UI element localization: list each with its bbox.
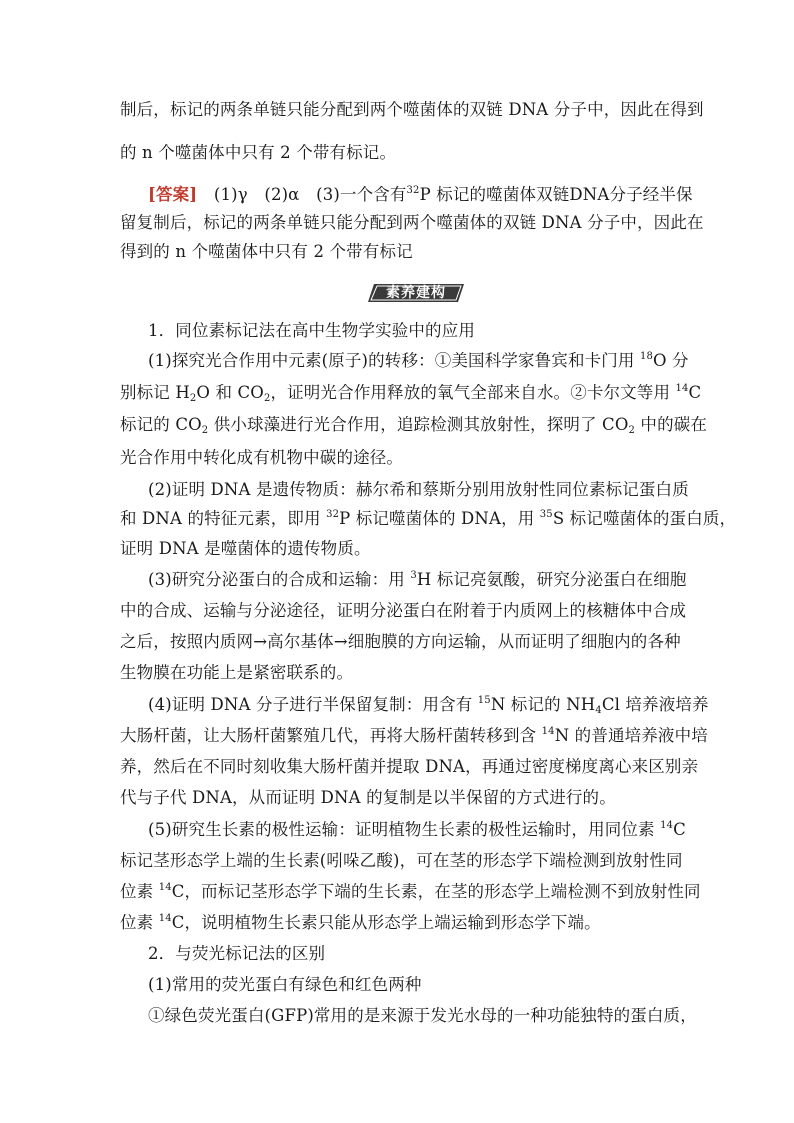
text-line: (1)探究光合作用中元素(原子)的转移：①美国科学家鲁宾和卡门用 $^{18}$O 分 [148,351,689,370]
text-line: 和 DNA 的特征元素，即用 $^{32}$P 标记噬菌体的 DNA，用 $^{35}$S 标记噬菌体的蛋白质， [120,509,737,528]
answer-tag: [答案] [148,185,198,204]
text-line: 大肠杆菌，让大肠杆菌繁殖几代，再将大肠杆菌转移到含 $^{14}$N 的普通培养液中培 [120,726,708,745]
text-line: 的 n 个噬菌体中只有 2 个带有标记。 [120,143,397,162]
text-line: (3)研究分泌蛋白的合成和运输：用 $^3$H 标记亮氨酸，研究分泌蛋白在细胞 [148,570,687,589]
text-line: 生物膜在功能上是紧密联系的。 [120,663,354,682]
text-line: 代与子代 DNA，从而证明 DNA 的复制是以半保留的方式进行的。 [120,788,616,807]
text-line: 之后，按照内质网→高尔基体→细胞膜的方向运输，从而证明了细胞内的各种 [120,632,681,651]
text-line: (5)研究生长素的极性运输：证明植物生长素的极性运输时，用同位素 $^{14}$C [148,820,686,839]
text-line: (1)常用的荧光蛋白有绿色和红色两种 [148,975,422,994]
section-heading: 1．同位素标记法在高中生物学实验中的应用 [148,321,475,340]
text-line: 光合作用中转化成有机物中碳的途径。 [120,448,404,467]
section-heading: 2．与荧光标记法的区别 [148,944,326,963]
answer-line: 留复制后，标记的两条单链只能分配到两个噬菌体的双链 DNA 分子中，因此在 [120,213,704,232]
text-line: 证明 DNA 是噬菌体的遗传物质。 [120,539,371,558]
text-line: 位素 $^{14}$C，而标记茎形态学下端的生长素，在茎的形态学上端检测不到放射性同 [120,882,701,901]
text-line: 养，然后在不同时刻收集大肠杆菌并提取 DNA，再通过密度梯度离心来区别亲 [120,757,699,776]
text-line: 标记的 $CO_2$ 供小球藻进行光合作用，追踪检测其放射性，探明了 $CO_2$ 中的碳在 [120,415,708,436]
text-line: 中的合成、运输与分泌途径，证明分泌蛋白在附着于内质网上的核糖体中合成 [120,601,687,620]
text-line: (4)证明 DNA 分子进行半保留复制：用含有 $^{15}$N 标记的 $NH_4Cl$ 培养液培养 [148,695,709,716]
text-line: (2)证明 DNA 是遗传物质：赫尔希和蔡斯分别用放射性同位素标记蛋白质 [148,480,689,499]
text-line: 位素 $^{14}$C，说明植物生长素只能从形态学上端运输到形态学下端。 [120,913,601,932]
text-line: 标记茎形态学上端的生长素(吲哚乙酸)，可在茎的形态学下端检测到放射性同 [120,851,683,870]
text-line: ①绿色荧光蛋白(GFP)常用的是来源于发光水母的一种功能独特的蛋白质， [148,1006,697,1025]
answer-line: 得到的 n 个噬菌体中只有 2 个带有标记 [120,242,413,261]
banner-label: 素养建构 [386,285,446,301]
text-line: 制后，标记的两条单链只能分配到两个噬菌体的双链 DNA 分子中，因此在得到 [120,100,704,119]
section-banner [368,282,464,304]
text-line: 别标记 $H_2O$ 和 $CO_2$，证明光合作用释放的氧气全部来自水。②卡尔文等用 $^{14}$C [120,383,702,404]
answer-line: [答案] (1)γ (2)α (3)一个含有$^{32}$P 标记的噬菌体双链DNA分子经半保 [148,185,693,204]
